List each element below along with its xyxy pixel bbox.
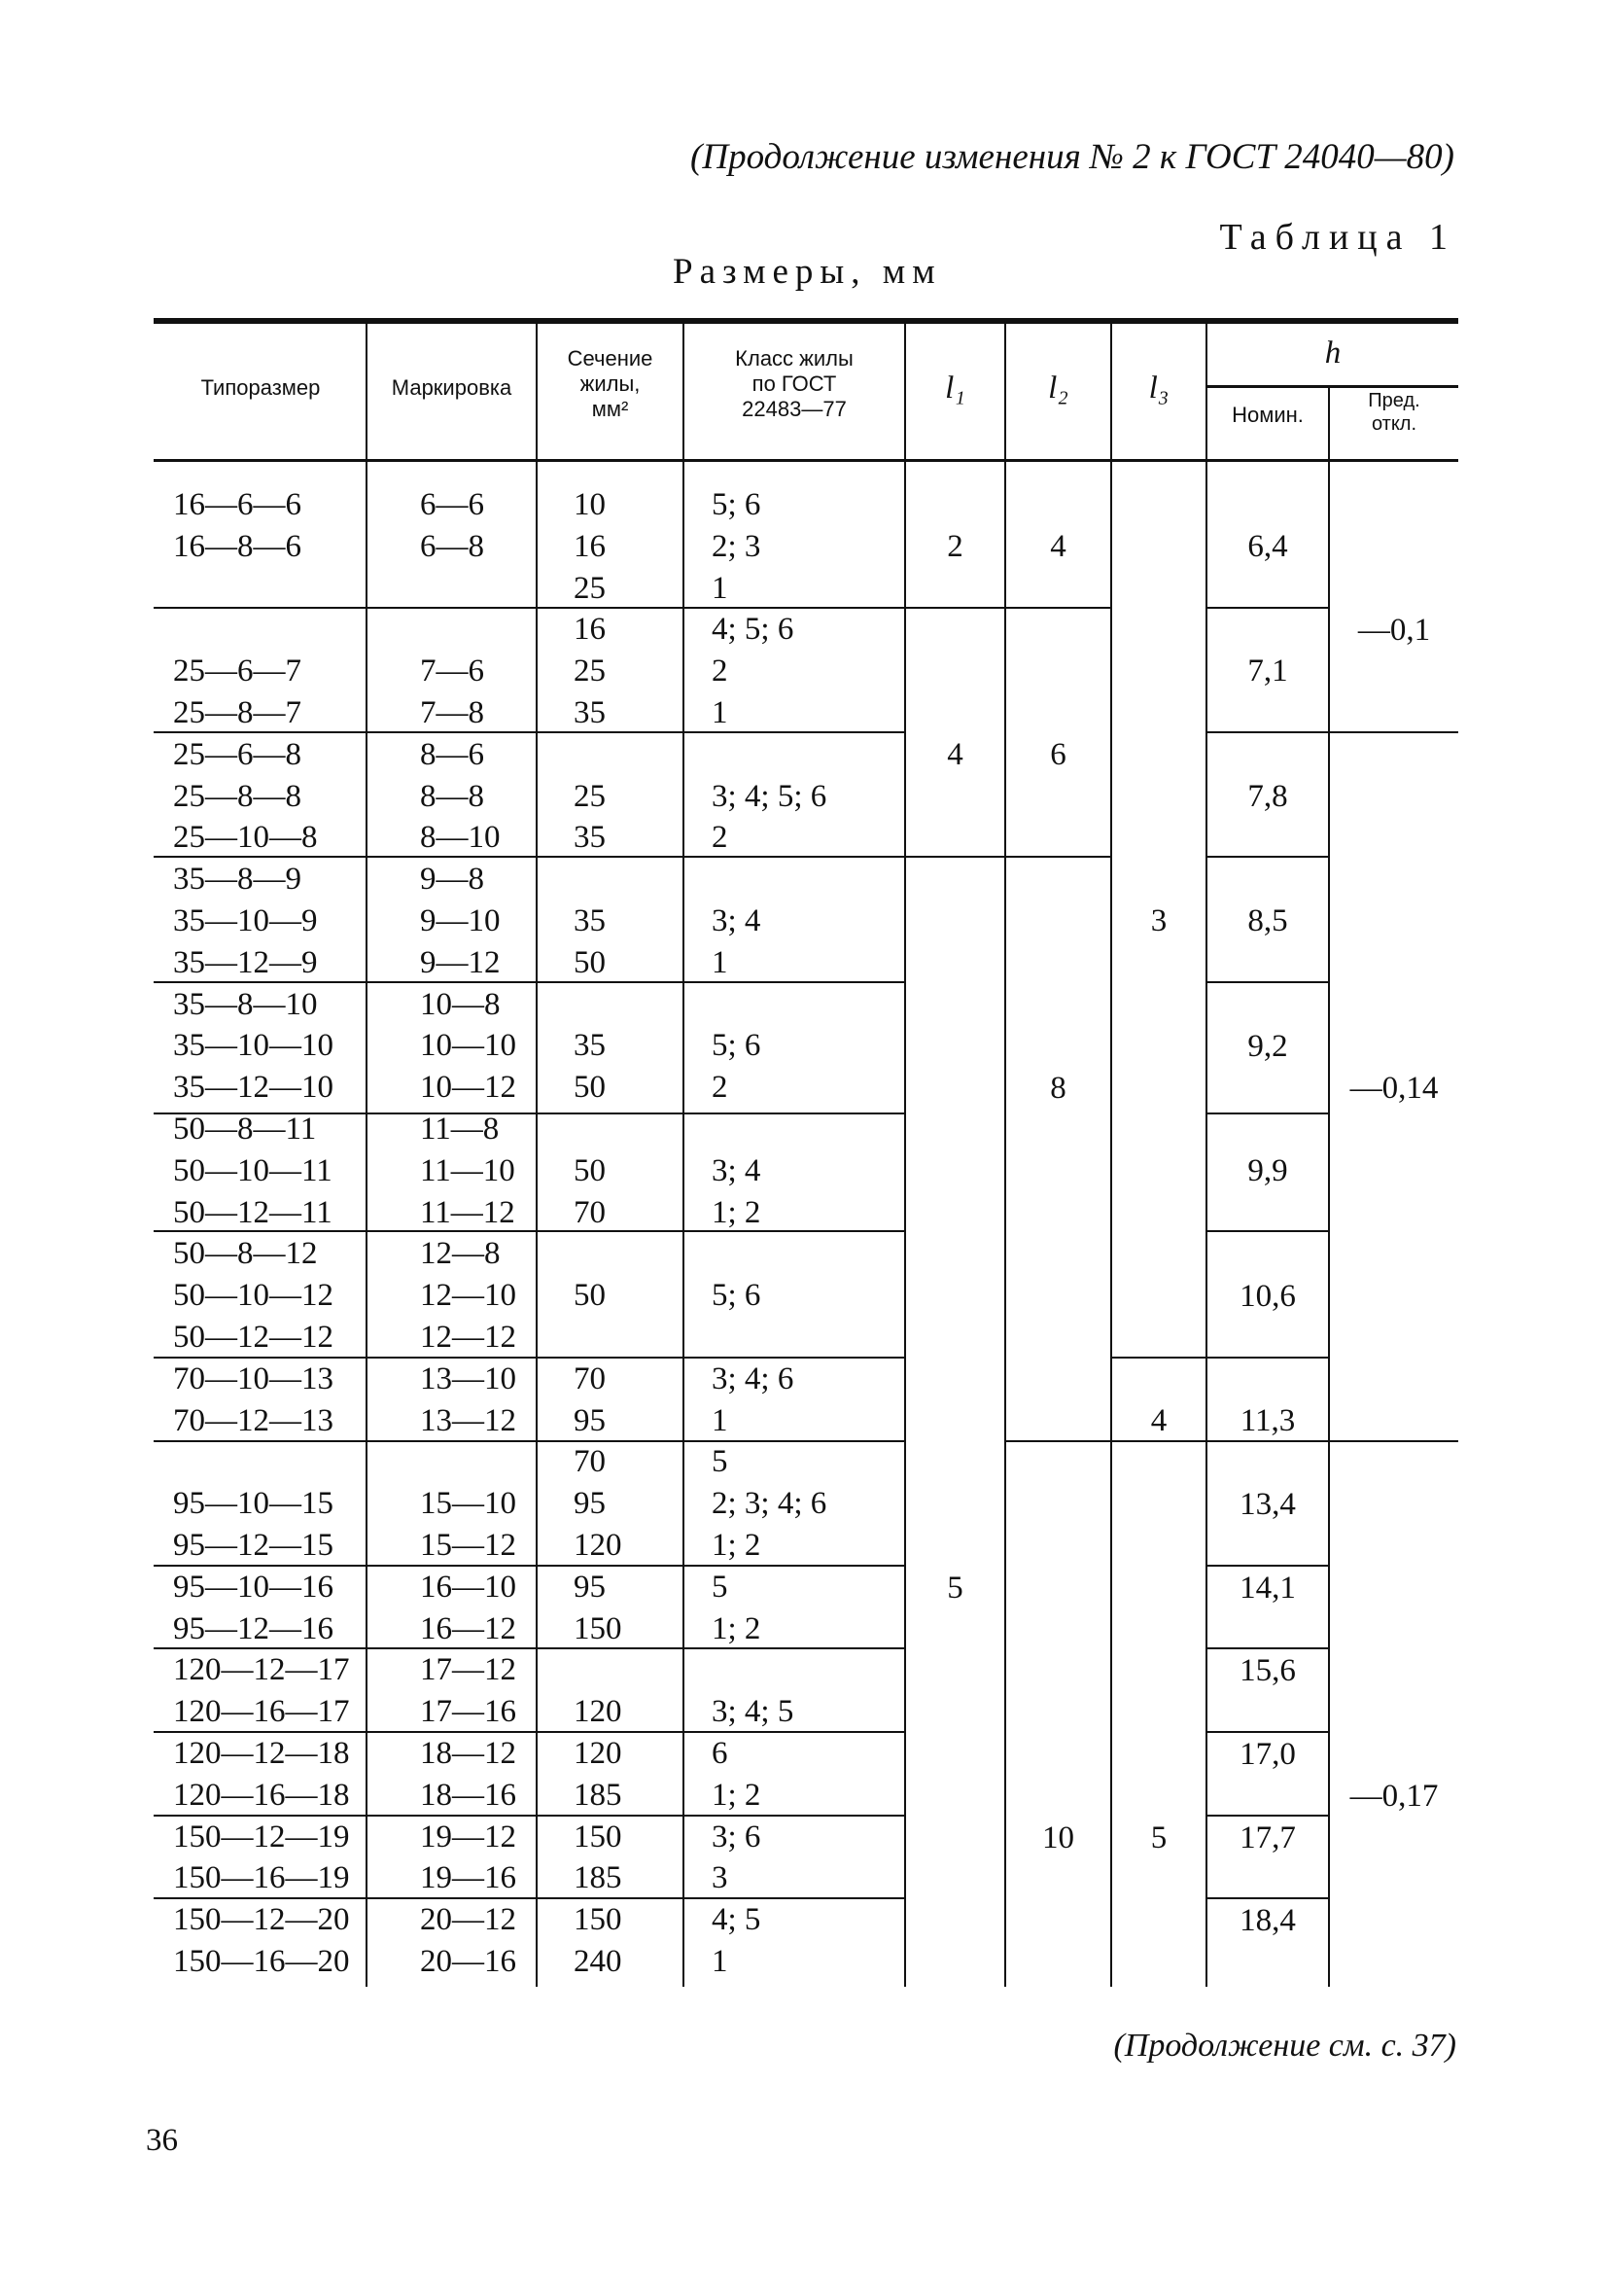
cell-type: 25—8—7 [173,695,301,730]
h-nominal-value: 13,4 [1240,1487,1296,1522]
cell-marking: 16—10 [420,1570,516,1605]
cell-type: 25—6—8 [173,737,301,772]
cell-class: 1 [712,695,728,730]
cell-marking: 11—12 [420,1195,515,1230]
cell-marking: 13—10 [420,1361,516,1396]
h-nominal-value: 14,1 [1240,1571,1296,1606]
cell-class: 2; 3 [712,529,761,564]
cell-marking: 17—16 [420,1694,516,1729]
cell-section: 240 [574,1944,622,1979]
col-header-class [684,346,904,422]
continuation-header: (Продолжение изменения № 2 к ГОСТ 24040—80) [690,137,1454,177]
cell-class: 1; 2 [712,1528,761,1563]
cell-class: 5; 6 [712,1028,761,1063]
col-header-tolerance-line1: Пред. [1368,390,1420,411]
cell-marking: 16—12 [420,1611,516,1646]
cell-type: 25—6—7 [173,653,301,689]
cell-section: 25 [574,779,606,814]
cell-type: 35—12—10 [173,1070,333,1105]
cell-class: 4; 5; 6 [712,612,794,647]
h-nominal-value: 11,3 [1240,1403,1296,1438]
col-header-type: Типоразмер [200,375,321,400]
cell-type: 95—12—16 [173,1611,333,1646]
cell-section: 50 [574,1153,606,1188]
cell-section: 95 [574,1486,606,1521]
cell-type: 35—10—9 [173,903,318,938]
cell-class: 3; 4; 5 [712,1694,794,1729]
col-header-l1: l₁ [945,371,965,406]
cell-section: 35 [574,820,606,855]
cell-type: 25—8—8 [173,779,301,814]
l3-value: 4 [1150,1403,1168,1438]
cell-marking: 10—12 [420,1070,516,1105]
h-nominal-value: 18,4 [1240,1903,1296,1938]
cell-marking: 18—12 [420,1736,516,1771]
cell-class: 2 [712,1070,728,1105]
cell-section: 185 [574,1778,622,1813]
h-nominal-value: 10,6 [1240,1279,1296,1314]
cell-class: 1; 2 [712,1778,761,1813]
cell-class: 1; 2 [712,1195,761,1230]
cell-type: 120—12—17 [173,1652,350,1687]
col-header-class-line1: Класс жилы [735,346,854,371]
cell-class: 2 [712,820,728,855]
cell-section: 70 [574,1444,606,1479]
cell-section: 35 [574,695,606,730]
cell-class: 6 [712,1736,728,1771]
h-nominal-value: 9,9 [1247,1153,1288,1188]
cell-section: 70 [574,1195,606,1230]
cell-marking: 8—6 [420,737,484,772]
cell-type: 50—12—11 [173,1195,332,1230]
cell-class: 5 [712,1444,728,1479]
cell-marking: 11—10 [420,1153,515,1188]
cell-section: 95 [574,1570,606,1605]
cell-marking: 7—8 [420,695,484,730]
cell-type: 150—16—19 [173,1860,350,1895]
cell-marking: 9—12 [420,945,501,980]
cell-type: 35—8—10 [173,987,318,1022]
cell-section: 10 [574,487,606,522]
cell-marking: 13—12 [420,1403,516,1438]
h-nominal-value: 7,8 [1247,779,1288,814]
cell-type: 50—10—11 [173,1153,332,1188]
cell-marking: 17—12 [420,1652,516,1687]
l2-value: 4 [1050,529,1066,564]
l3-value: 5 [1150,1820,1168,1855]
cell-class: 5 [712,1570,728,1605]
cell-class: 1 [712,571,728,606]
col-header-h: h [1324,336,1342,371]
cell-marking: 10—8 [420,987,501,1022]
cell-section: 25 [574,653,606,689]
cell-marking: 19—16 [420,1860,516,1895]
col-header-section-line2: жилы, [579,371,641,396]
col-header-marking: Маркировка [391,375,512,400]
cell-section: 120 [574,1528,622,1563]
cell-marking: 10—10 [420,1028,516,1063]
cell-type: 95—12—15 [173,1528,333,1563]
cell-marking: 19—12 [420,1819,516,1854]
cell-type: 150—16—20 [173,1944,350,1979]
cell-class: 5; 6 [712,487,761,522]
cell-type: 16—6—6 [173,487,301,522]
cell-section: 150 [574,1819,622,1854]
cell-class: 1 [712,945,728,980]
h-nominal-value: 17,7 [1240,1820,1296,1855]
h-nominal-value: 8,5 [1247,903,1288,938]
cell-marking: 11—8 [420,1112,500,1147]
cell-type: 150—12—20 [173,1902,350,1937]
cell-section: 50 [574,945,606,980]
h-tolerance-value: —0,14 [1349,1071,1439,1106]
cell-class: 4; 5 [712,1902,761,1937]
cell-marking: 20—12 [420,1902,516,1937]
cell-type: 70—10—13 [173,1361,333,1396]
cell-type: 70—12—13 [173,1403,333,1438]
cell-marking: 6—6 [420,487,484,522]
cell-section: 70 [574,1361,606,1396]
cell-class: 1 [712,1403,728,1438]
table-label: Таблица 1 [1219,217,1456,258]
col-header-section [538,346,682,422]
l1-value: 5 [947,1571,963,1606]
h-nominal-value: 6,4 [1247,529,1288,564]
h-nominal-value: 15,6 [1240,1653,1296,1688]
cell-type: 150—12—19 [173,1819,350,1854]
cell-type: 95—10—15 [173,1486,333,1521]
l2-value: 8 [1050,1071,1066,1106]
cell-marking: 18—16 [420,1778,516,1813]
h-tolerance-value: —0,17 [1349,1779,1439,1814]
cell-class: 3; 4; 5; 6 [712,779,827,814]
col-header-class-line3: 22483—77 [742,397,847,421]
cell-class: 2; 3; 4; 6 [712,1486,827,1521]
col-header-tolerance-line2: откл. [1371,413,1417,435]
cell-section: 16 [574,612,606,647]
l2-value: 6 [1050,737,1066,772]
cell-section: 185 [574,1860,622,1895]
cell-marking: 8—8 [420,779,484,814]
cell-type: 120—12—18 [173,1736,350,1771]
cell-class: 1 [712,1944,728,1979]
cell-section: 25 [574,571,606,606]
cell-section: 50 [574,1070,606,1105]
col-header-l3: l₃ [1148,371,1170,406]
cell-type: 95—10—16 [173,1570,333,1605]
col-header-nominal: Номин. [1232,403,1304,427]
cell-type: 35—8—9 [173,862,301,897]
cell-class: 3; 4 [712,1153,761,1188]
cell-marking: 9—10 [420,903,501,938]
cell-class: 3; 6 [712,1819,761,1854]
cell-marking: 9—8 [420,862,484,897]
l3-value: 3 [1150,903,1168,938]
cell-section: 150 [574,1611,622,1646]
cell-section: 35 [574,1028,606,1063]
cell-marking: 12—12 [420,1320,516,1355]
cell-class: 3 [712,1860,728,1895]
h-nominal-value: 9,2 [1247,1029,1288,1064]
cell-type: 50—8—12 [173,1236,318,1271]
h-nominal-value: 7,1 [1247,653,1288,689]
cell-class: 5; 6 [712,1278,761,1313]
cell-type: 50—12—12 [173,1320,333,1355]
cell-type: 120—16—17 [173,1694,350,1729]
col-header-section-line3: мм² [591,397,629,421]
cell-section: 16 [574,529,606,564]
cell-type: 50—10—12 [173,1278,333,1313]
cell-type: 35—12—9 [173,945,318,980]
h-tolerance-value: —0,1 [1357,613,1431,648]
cell-class: 3; 4 [712,903,761,938]
cell-section: 50 [574,1278,606,1313]
col-header-section-line1: Сечение [567,346,653,371]
h-nominal-value: 17,0 [1240,1737,1296,1772]
page-number: 36 [146,2123,178,2158]
table-title: Размеры, мм [673,252,942,292]
cell-marking: 12—10 [420,1278,516,1313]
cell-class: 3; 4; 6 [712,1361,794,1396]
cell-section: 120 [574,1694,622,1729]
cell-type: 25—10—8 [173,820,318,855]
cell-class: 1; 2 [712,1611,761,1646]
cell-section: 150 [574,1902,622,1937]
l1-value: 4 [947,737,963,772]
col-header-l2: l₂ [1048,371,1068,406]
l2-value: 10 [1042,1820,1074,1855]
cell-section: 95 [574,1403,606,1438]
cell-type: 120—16—18 [173,1778,350,1813]
cell-marking: 12—8 [420,1236,501,1271]
continuation-footer: (Продолжение см. с. 37) [1113,2028,1456,2064]
cell-marking: 15—10 [420,1486,516,1521]
col-header-tolerance [1330,389,1458,436]
cell-marking: 8—10 [420,820,501,855]
cell-type: 35—10—10 [173,1028,333,1063]
cell-marking: 20—16 [420,1944,516,1979]
cell-type: 50—8—11 [173,1112,317,1147]
cell-marking: 15—12 [420,1528,516,1563]
cell-type: 16—8—6 [173,529,301,564]
l1-value: 2 [947,529,963,564]
cell-marking: 6—8 [420,529,484,564]
cell-section: 35 [574,903,606,938]
col-header-class-line2: по ГОСТ [751,371,837,396]
cell-marking: 7—6 [420,653,484,689]
cell-section: 120 [574,1736,622,1771]
cell-class: 2 [712,653,728,689]
